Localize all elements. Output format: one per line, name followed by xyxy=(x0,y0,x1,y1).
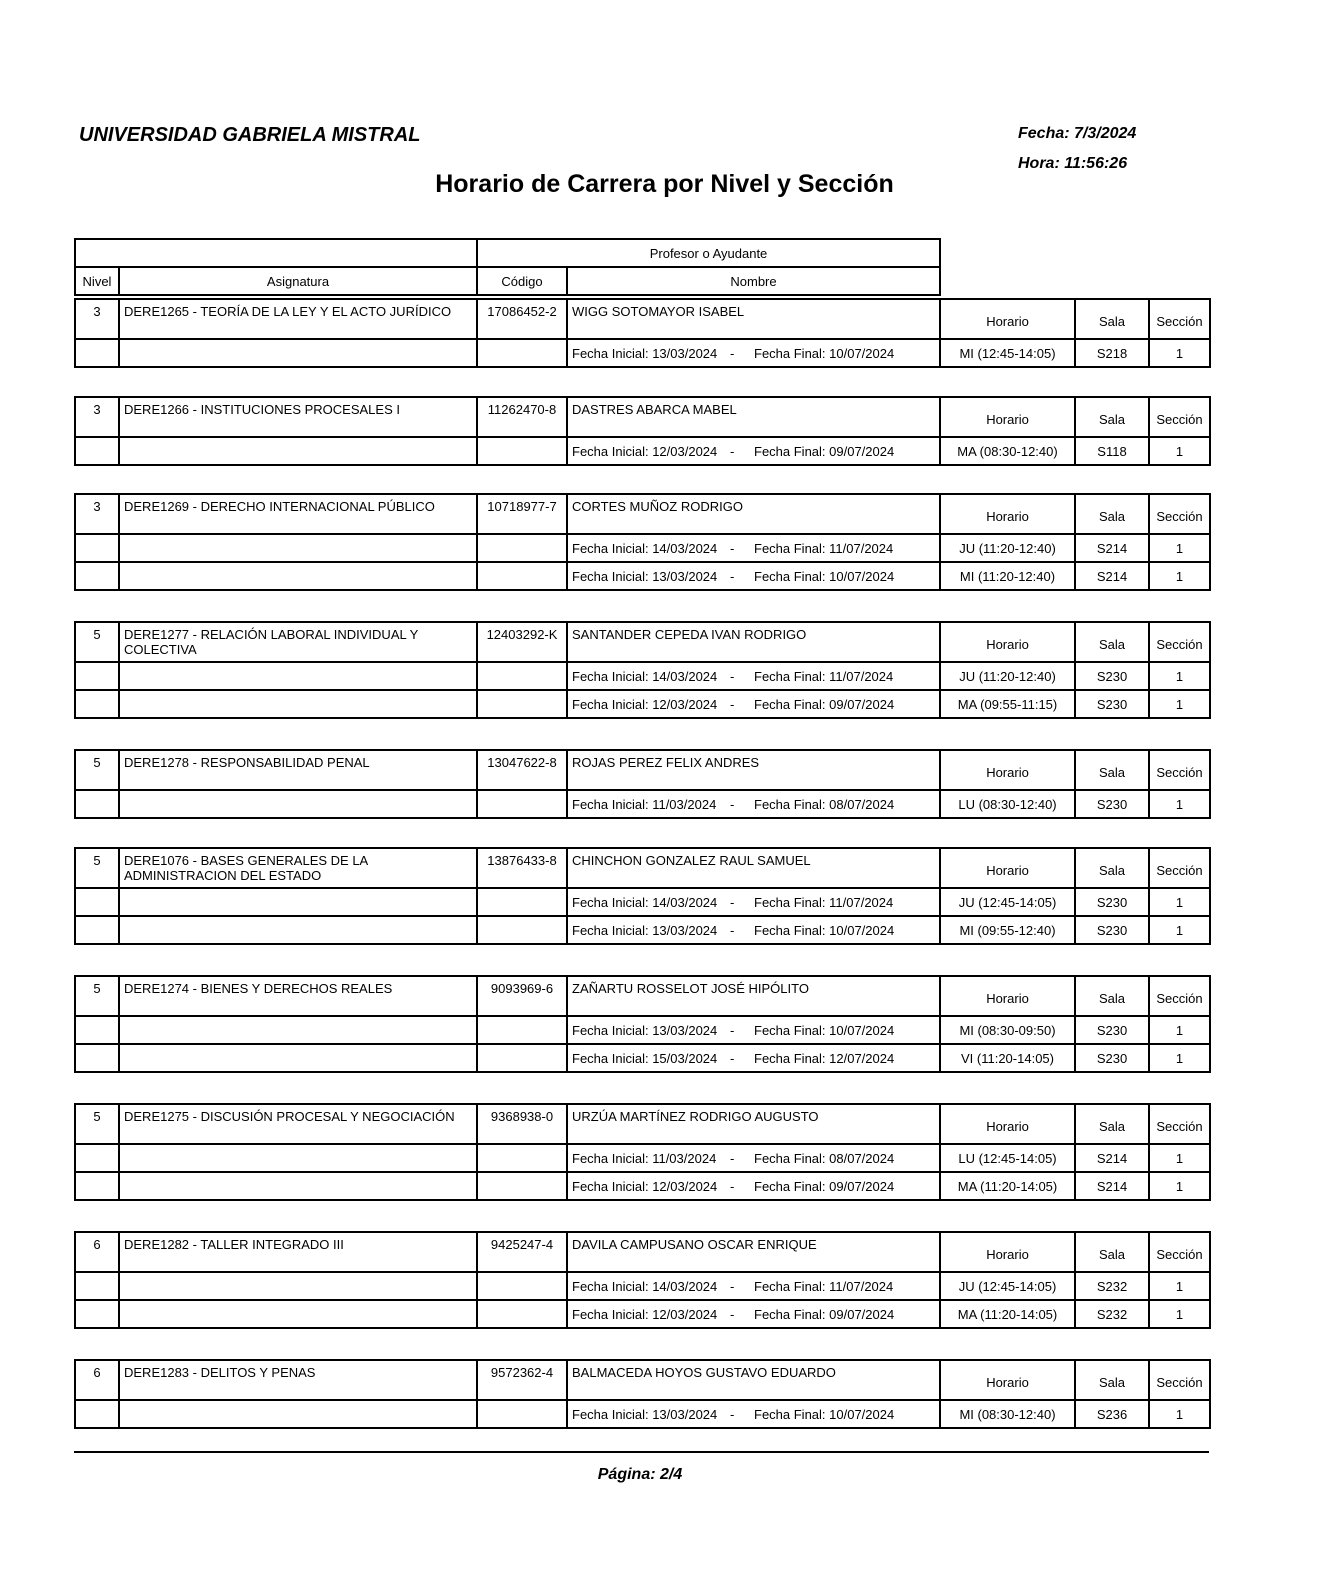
label-seccion: Sección xyxy=(1149,397,1210,437)
course-profesor-nombre: DASTRES ABARCA MABEL xyxy=(567,397,940,437)
session-dates xyxy=(567,1300,940,1328)
label-horario: Horario xyxy=(940,1104,1075,1144)
session-dates xyxy=(567,562,940,590)
session-seccion: 1 xyxy=(1149,437,1210,465)
course-codigo: 11262470-8 xyxy=(477,397,567,437)
session-fecha-final: Fecha Final: 08/07/2024 xyxy=(754,796,895,812)
session-fecha-final: Fecha Final: 08/07/2024 xyxy=(754,1150,895,1166)
label-horario: Horario xyxy=(940,494,1075,534)
session-dates xyxy=(567,1144,940,1172)
label-horario: Horario xyxy=(940,750,1075,790)
course-table xyxy=(74,396,1211,466)
session-seccion: 1 xyxy=(1149,562,1210,590)
session-dates xyxy=(567,1400,940,1428)
course-nivel: 5 xyxy=(75,750,119,790)
session-horario: MA (11:20-14:05) xyxy=(940,1172,1075,1200)
session-fecha-final: Fecha Final: 11/07/2024 xyxy=(754,894,894,910)
session-dates xyxy=(567,1172,940,1200)
session-seccion: 1 xyxy=(1149,1172,1210,1200)
university-name: UNIVERSIDAD GABRIELA MISTRAL xyxy=(79,124,421,146)
session-dates xyxy=(567,662,940,690)
course-asignatura: DERE1265 - TEORÍA DE LA LEY Y EL ACTO JURÍDICO xyxy=(119,299,477,339)
session-fecha-inicial: Fecha Inicial: 12/03/2024 xyxy=(572,443,718,459)
session-dates xyxy=(567,916,940,944)
session-sala: S230 xyxy=(1075,690,1149,718)
label-seccion: Sección xyxy=(1149,622,1210,662)
session-dates xyxy=(567,888,940,916)
course-profesor-nombre: ROJAS PEREZ FELIX ANDRES xyxy=(567,750,940,790)
session-fecha-final: Fecha Final: 10/07/2024 xyxy=(754,922,895,938)
course-codigo: 9093969-6 xyxy=(477,976,567,1016)
course-codigo: 13876433-8 xyxy=(477,848,567,888)
course-table xyxy=(74,298,1211,368)
session-fecha-final: Fecha Final: 09/07/2024 xyxy=(754,1306,895,1322)
course-table xyxy=(74,621,1211,719)
label-horario: Horario xyxy=(940,622,1075,662)
course-nivel: 5 xyxy=(75,1104,119,1144)
session-seccion: 1 xyxy=(1149,1044,1210,1072)
course-nivel: 3 xyxy=(75,299,119,339)
session-fecha-inicial: Fecha Inicial: 13/03/2024 xyxy=(572,568,718,584)
session-fecha-final: Fecha Final: 10/07/2024 xyxy=(754,1022,895,1038)
session-fecha-inicial: Fecha Inicial: 13/03/2024 xyxy=(572,922,718,938)
session-separator: - xyxy=(730,696,735,712)
label-sala: Sala xyxy=(1075,299,1149,339)
course-profesor-nombre: WIGG SOTOMAYOR ISABEL xyxy=(567,299,940,339)
session-fecha-inicial: Fecha Inicial: 13/03/2024 xyxy=(572,1022,718,1038)
session-separator: - xyxy=(730,540,735,556)
course-nivel: 5 xyxy=(75,976,119,1016)
course-table xyxy=(74,1359,1211,1429)
label-horario: Horario xyxy=(940,1360,1075,1400)
label-sala: Sala xyxy=(1075,976,1149,1016)
session-horario: MI (08:30-09:50) xyxy=(940,1016,1075,1044)
label-seccion: Sección xyxy=(1149,494,1210,534)
label-sala: Sala xyxy=(1075,1104,1149,1144)
session-fecha-inicial: Fecha Inicial: 12/03/2024 xyxy=(572,1306,718,1322)
session-horario: JU (11:20-12:40) xyxy=(940,662,1075,690)
session-seccion: 1 xyxy=(1149,1400,1210,1428)
session-seccion: 1 xyxy=(1149,1272,1210,1300)
session-sala: S230 xyxy=(1075,888,1149,916)
session-sala: S214 xyxy=(1075,1144,1149,1172)
label-sala: Sala xyxy=(1075,750,1149,790)
session-horario: MA (08:30-12:40) xyxy=(940,437,1075,465)
course-codigo: 9572362-4 xyxy=(477,1360,567,1400)
course-codigo: 9368938-0 xyxy=(477,1104,567,1144)
course-nivel: 5 xyxy=(75,848,119,888)
session-sala: S118 xyxy=(1075,437,1149,465)
session-dates xyxy=(567,690,940,718)
session-seccion: 1 xyxy=(1149,916,1210,944)
session-fecha-inicial: Fecha Inicial: 14/03/2024 xyxy=(572,894,718,910)
session-separator: - xyxy=(730,1306,735,1322)
course-profesor-nombre: BALMACEDA HOYOS GUSTAVO EDUARDO xyxy=(567,1360,940,1400)
course-nivel: 3 xyxy=(75,494,119,534)
session-separator: - xyxy=(730,668,735,684)
course-nivel: 5 xyxy=(75,622,119,662)
session-seccion: 1 xyxy=(1149,1300,1210,1328)
session-sala: S214 xyxy=(1075,1172,1149,1200)
session-horario: MA (09:55-11:15) xyxy=(940,690,1075,718)
session-sala: S230 xyxy=(1075,1044,1149,1072)
session-fecha-inicial: Fecha Inicial: 14/03/2024 xyxy=(572,1278,718,1294)
session-fecha-inicial: Fecha Inicial: 11/03/2024 xyxy=(572,1150,717,1166)
course-codigo: 10718977-7 xyxy=(477,494,567,534)
report-time: Hora: 11:56:26 xyxy=(1018,155,1128,172)
label-sala: Sala xyxy=(1075,622,1149,662)
session-horario: VI (11:20-14:05) xyxy=(940,1044,1075,1072)
course-table xyxy=(74,749,1211,819)
label-horario: Horario xyxy=(940,299,1075,339)
label-seccion: Sección xyxy=(1149,976,1210,1016)
course-table xyxy=(74,1103,1211,1201)
column-header xyxy=(74,238,1210,296)
session-dates xyxy=(567,1272,940,1300)
session-fecha-final: Fecha Final: 10/07/2024 xyxy=(754,1406,895,1422)
course-asignatura: DERE1275 - DISCUSIÓN PROCESAL Y NEGOCIACIÓN xyxy=(119,1104,477,1144)
course-profesor-nombre: DAVILA CAMPUSANO OSCAR ENRIQUE xyxy=(567,1232,940,1272)
course-profesor-nombre: URZÚA MARTÍNEZ RODRIGO AUGUSTO xyxy=(567,1104,940,1144)
course-asignatura: DERE1266 - INSTITUCIONES PROCESALES I xyxy=(119,397,477,437)
session-fecha-inicial: Fecha Inicial: 14/03/2024 xyxy=(572,540,718,556)
session-horario: MI (09:55-12:40) xyxy=(940,916,1075,944)
label-sala: Sala xyxy=(1075,1360,1149,1400)
session-fecha-final: Fecha Final: 09/07/2024 xyxy=(754,696,895,712)
label-sala: Sala xyxy=(1075,1232,1149,1272)
course-asignatura: DERE1269 - DERECHO INTERNACIONAL PÚBLICO xyxy=(119,494,477,534)
session-separator: - xyxy=(730,796,735,812)
session-sala: S230 xyxy=(1075,916,1149,944)
session-dates xyxy=(567,437,940,465)
session-dates xyxy=(567,1016,940,1044)
session-fecha-final: Fecha Final: 12/07/2024 xyxy=(754,1050,895,1066)
label-seccion: Sección xyxy=(1149,750,1210,790)
session-sala: S214 xyxy=(1075,562,1149,590)
session-separator: - xyxy=(730,1050,735,1066)
course-nivel: 6 xyxy=(75,1360,119,1400)
page-title: Horario de Carrera por Nivel y Sección xyxy=(435,170,894,198)
course-codigo: 13047622-8 xyxy=(477,750,567,790)
session-dates xyxy=(567,339,940,367)
session-seccion: 1 xyxy=(1149,1016,1210,1044)
session-fecha-inicial: Fecha Inicial: 14/03/2024 xyxy=(572,668,718,684)
course-table xyxy=(74,493,1211,591)
course-asignatura: DERE1278 - RESPONSABILIDAD PENAL xyxy=(119,750,477,790)
session-separator: - xyxy=(730,922,735,938)
label-seccion: Sección xyxy=(1149,1360,1210,1400)
course-table xyxy=(74,975,1211,1073)
label-seccion: Sección xyxy=(1149,848,1210,888)
label-sala: Sala xyxy=(1075,848,1149,888)
session-separator: - xyxy=(730,1406,735,1422)
label-horario: Horario xyxy=(940,1232,1075,1272)
session-sala: S232 xyxy=(1075,1272,1149,1300)
course-codigo: 12403292-K xyxy=(477,622,567,662)
session-seccion: 1 xyxy=(1149,790,1210,818)
page-number: Página: 2/4 xyxy=(597,1466,683,1483)
label-seccion: Sección xyxy=(1149,1104,1210,1144)
label-seccion: Sección xyxy=(1149,299,1210,339)
session-separator: - xyxy=(730,894,735,910)
session-fecha-final: Fecha Final: 11/07/2024 xyxy=(754,1278,894,1294)
session-sala: S218 xyxy=(1075,339,1149,367)
session-sala: S232 xyxy=(1075,1300,1149,1328)
session-sala: S230 xyxy=(1075,1016,1149,1044)
session-seccion: 1 xyxy=(1149,888,1210,916)
footer-divider xyxy=(74,1451,1209,1453)
label-horario: Horario xyxy=(940,848,1075,888)
header-nivel: Nivel xyxy=(75,267,119,295)
session-seccion: 1 xyxy=(1149,534,1210,562)
session-sala: S236 xyxy=(1075,1400,1149,1428)
report-date: Fecha: 7/3/2024 xyxy=(1018,125,1137,142)
course-asignatura: DERE1076 - BASES GENERALES DE LA ADMINISTRACION DEL ESTADO xyxy=(119,848,477,888)
course-table xyxy=(74,847,1211,945)
session-dates xyxy=(567,790,940,818)
session-seccion: 1 xyxy=(1149,339,1210,367)
course-profesor-nombre: ZAÑARTU ROSSELOT JOSÉ HIPÓLITO xyxy=(567,976,940,1016)
session-fecha-final: Fecha Final: 10/07/2024 xyxy=(754,568,895,584)
session-fecha-final: Fecha Final: 11/07/2024 xyxy=(754,668,894,684)
header-asignatura: Asignatura xyxy=(119,267,477,295)
session-horario: JU (12:45-14:05) xyxy=(940,888,1075,916)
header-nombre: Nombre xyxy=(567,267,940,295)
session-separator: - xyxy=(730,443,735,459)
course-codigo: 9425247-4 xyxy=(477,1232,567,1272)
session-fecha-inicial: Fecha Inicial: 13/03/2024 xyxy=(572,345,718,361)
label-horario: Horario xyxy=(940,397,1075,437)
session-separator: - xyxy=(730,1178,735,1194)
course-asignatura: DERE1277 - RELACIÓN LABORAL INDIVIDUAL Y COLECTIVA xyxy=(119,622,477,662)
header-codigo: Código xyxy=(477,267,567,295)
session-horario: MA (11:20-14:05) xyxy=(940,1300,1075,1328)
label-sala: Sala xyxy=(1075,397,1149,437)
session-fecha-inicial: Fecha Inicial: 13/03/2024 xyxy=(572,1406,718,1422)
session-horario: LU (08:30-12:40) xyxy=(940,790,1075,818)
session-separator: - xyxy=(730,1150,735,1166)
session-seccion: 1 xyxy=(1149,1144,1210,1172)
session-separator: - xyxy=(730,345,735,361)
session-fecha-inicial: Fecha Inicial: 11/03/2024 xyxy=(572,796,717,812)
session-fecha-final: Fecha Final: 09/07/2024 xyxy=(754,1178,895,1194)
session-fecha-final: Fecha Final: 09/07/2024 xyxy=(754,443,895,459)
label-seccion: Sección xyxy=(1149,1232,1210,1272)
session-fecha-inicial: Fecha Inicial: 15/03/2024 xyxy=(572,1050,718,1066)
session-sala: S214 xyxy=(1075,534,1149,562)
session-seccion: 1 xyxy=(1149,690,1210,718)
header-profesor-group: Profesor o Ayudante xyxy=(477,239,940,267)
header-blank xyxy=(75,239,477,267)
course-nivel: 3 xyxy=(75,397,119,437)
session-separator: - xyxy=(730,1278,735,1294)
session-horario: MI (12:45-14:05) xyxy=(940,339,1075,367)
session-horario: LU (12:45-14:05) xyxy=(940,1144,1075,1172)
course-asignatura: DERE1274 - BIENES Y DERECHOS REALES xyxy=(119,976,477,1016)
session-sala: S230 xyxy=(1075,790,1149,818)
course-codigo: 17086452-2 xyxy=(477,299,567,339)
session-horario: JU (11:20-12:40) xyxy=(940,534,1075,562)
session-fecha-final: Fecha Final: 11/07/2024 xyxy=(754,540,894,556)
session-seccion: 1 xyxy=(1149,662,1210,690)
course-profesor-nombre: CORTES MUÑOZ RODRIGO xyxy=(567,494,940,534)
course-asignatura: DERE1283 - DELITOS Y PENAS xyxy=(119,1360,477,1400)
session-dates xyxy=(567,1044,940,1072)
session-dates xyxy=(567,534,940,562)
session-separator: - xyxy=(730,1022,735,1038)
session-sala: S230 xyxy=(1075,662,1149,690)
session-fecha-inicial: Fecha Inicial: 12/03/2024 xyxy=(572,696,718,712)
session-horario: MI (11:20-12:40) xyxy=(940,562,1075,590)
label-horario: Horario xyxy=(940,976,1075,1016)
session-fecha-final: Fecha Final: 10/07/2024 xyxy=(754,345,895,361)
course-asignatura: DERE1282 - TALLER INTEGRADO III xyxy=(119,1232,477,1272)
course-profesor-nombre: SANTANDER CEPEDA IVAN RODRIGO xyxy=(567,622,940,662)
session-fecha-inicial: Fecha Inicial: 12/03/2024 xyxy=(572,1178,718,1194)
session-separator: - xyxy=(730,568,735,584)
session-horario: MI (08:30-12:40) xyxy=(940,1400,1075,1428)
label-sala: Sala xyxy=(1075,494,1149,534)
course-profesor-nombre: CHINCHON GONZALEZ RAUL SAMUEL xyxy=(567,848,940,888)
course-nivel: 6 xyxy=(75,1232,119,1272)
session-horario: JU (12:45-14:05) xyxy=(940,1272,1075,1300)
course-table xyxy=(74,1231,1211,1329)
